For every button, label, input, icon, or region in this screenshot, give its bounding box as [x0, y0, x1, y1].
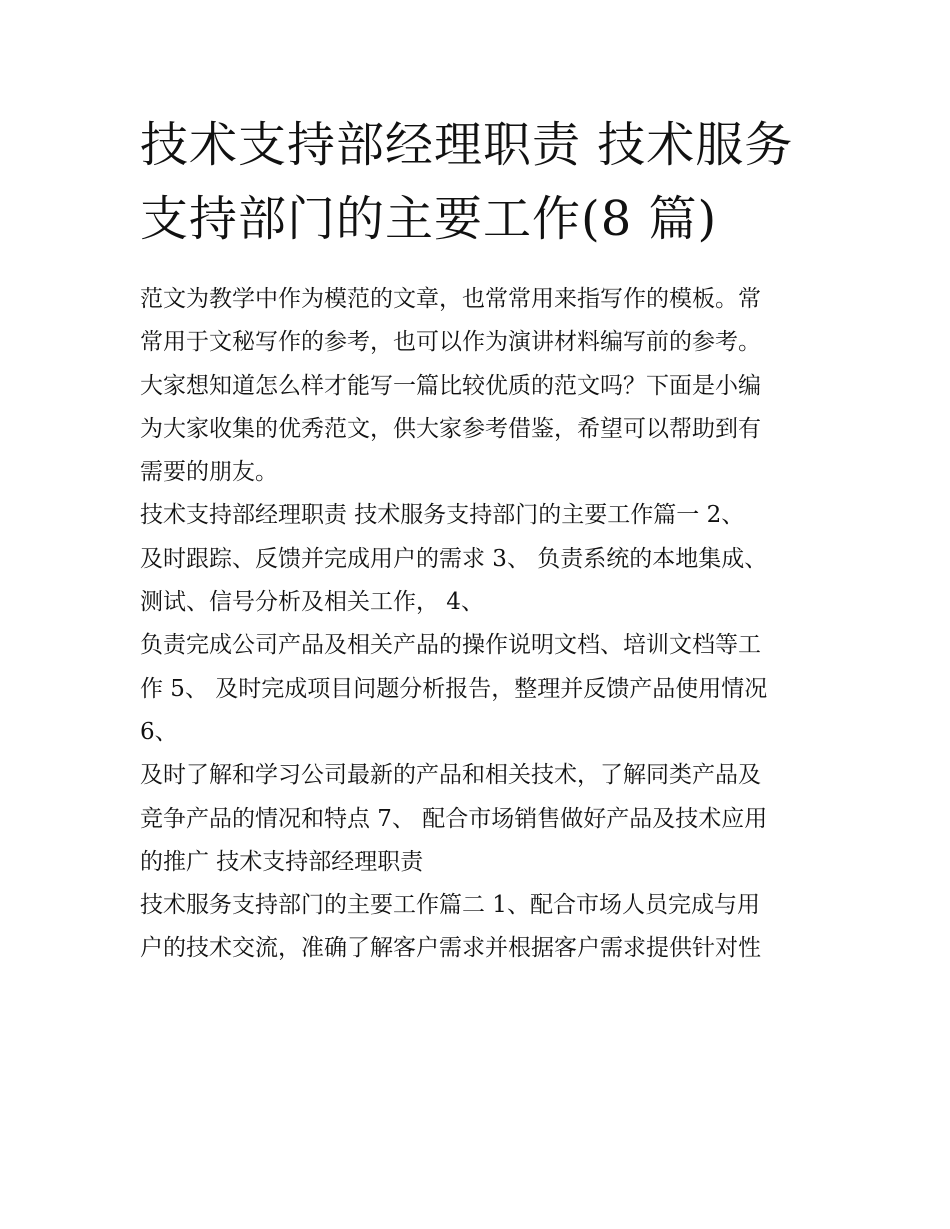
text-line: 测试、信号分析及相关工作， 4、 — [140, 589, 484, 616]
document-body — [140, 278, 822, 971]
text-line: 常用于文秘写作的参考，也可以作为演讲材料编写前的参考。 — [140, 329, 761, 356]
text-line: 及时了解和学习公司最新的产品和相关技术，了解同类产品及 — [140, 762, 761, 789]
paragraph-intro — [140, 278, 822, 494]
paragraph-part-3 — [140, 754, 822, 884]
text-line: 范文为教学中作为模范的文章，也常常用来指写作的模板。常 — [140, 286, 761, 312]
text-line: 竞争产品的情况和特点 7、 配合市场销售做好产品及技术应用 — [140, 805, 768, 832]
text-line: 的推广 技术支持部经理职责 — [140, 848, 424, 875]
text-line: 作 5、 及时完成项目问题分析报告，整理并反馈产品使用情况 — [140, 675, 768, 702]
text-line: 需要的朋友。 — [140, 459, 278, 486]
text-line: 户的技术交流，准确了解客户需求并根据客户需求提供针对性 — [140, 935, 761, 962]
paragraph-part-1 — [140, 494, 822, 624]
text-line: 6、 — [140, 718, 178, 745]
text-line: 及时跟踪、反馈并完成用户的需求 3、 负责系统的本地集成、 — [140, 545, 768, 572]
document-title — [140, 108, 820, 256]
text-line: 技术支持部经理职责 技术服务支持部门的主要工作篇一 2、 — [140, 502, 745, 529]
text-line: 大家想知道怎么样才能写一篇比较优质的范文吗？下面是小编 — [140, 372, 761, 399]
paragraph-part-4 — [140, 884, 822, 971]
text-line: 为大家收集的优秀范文，供大家参考借鉴，希望可以帮助到有 — [140, 415, 761, 442]
paragraph-part-2 — [140, 624, 822, 754]
title-line-1: 技术支持部经理职责 技术服务 — [140, 117, 794, 173]
text-line: 技术服务支持部门的主要工作篇二 1、配合市场人员完成与用 — [140, 892, 760, 919]
title-line-2: 支持部门的主要工作(8 篇) — [140, 191, 718, 247]
text-line: 负责完成公司产品及相关产品的操作说明文档、培训文档等工 — [140, 632, 761, 659]
